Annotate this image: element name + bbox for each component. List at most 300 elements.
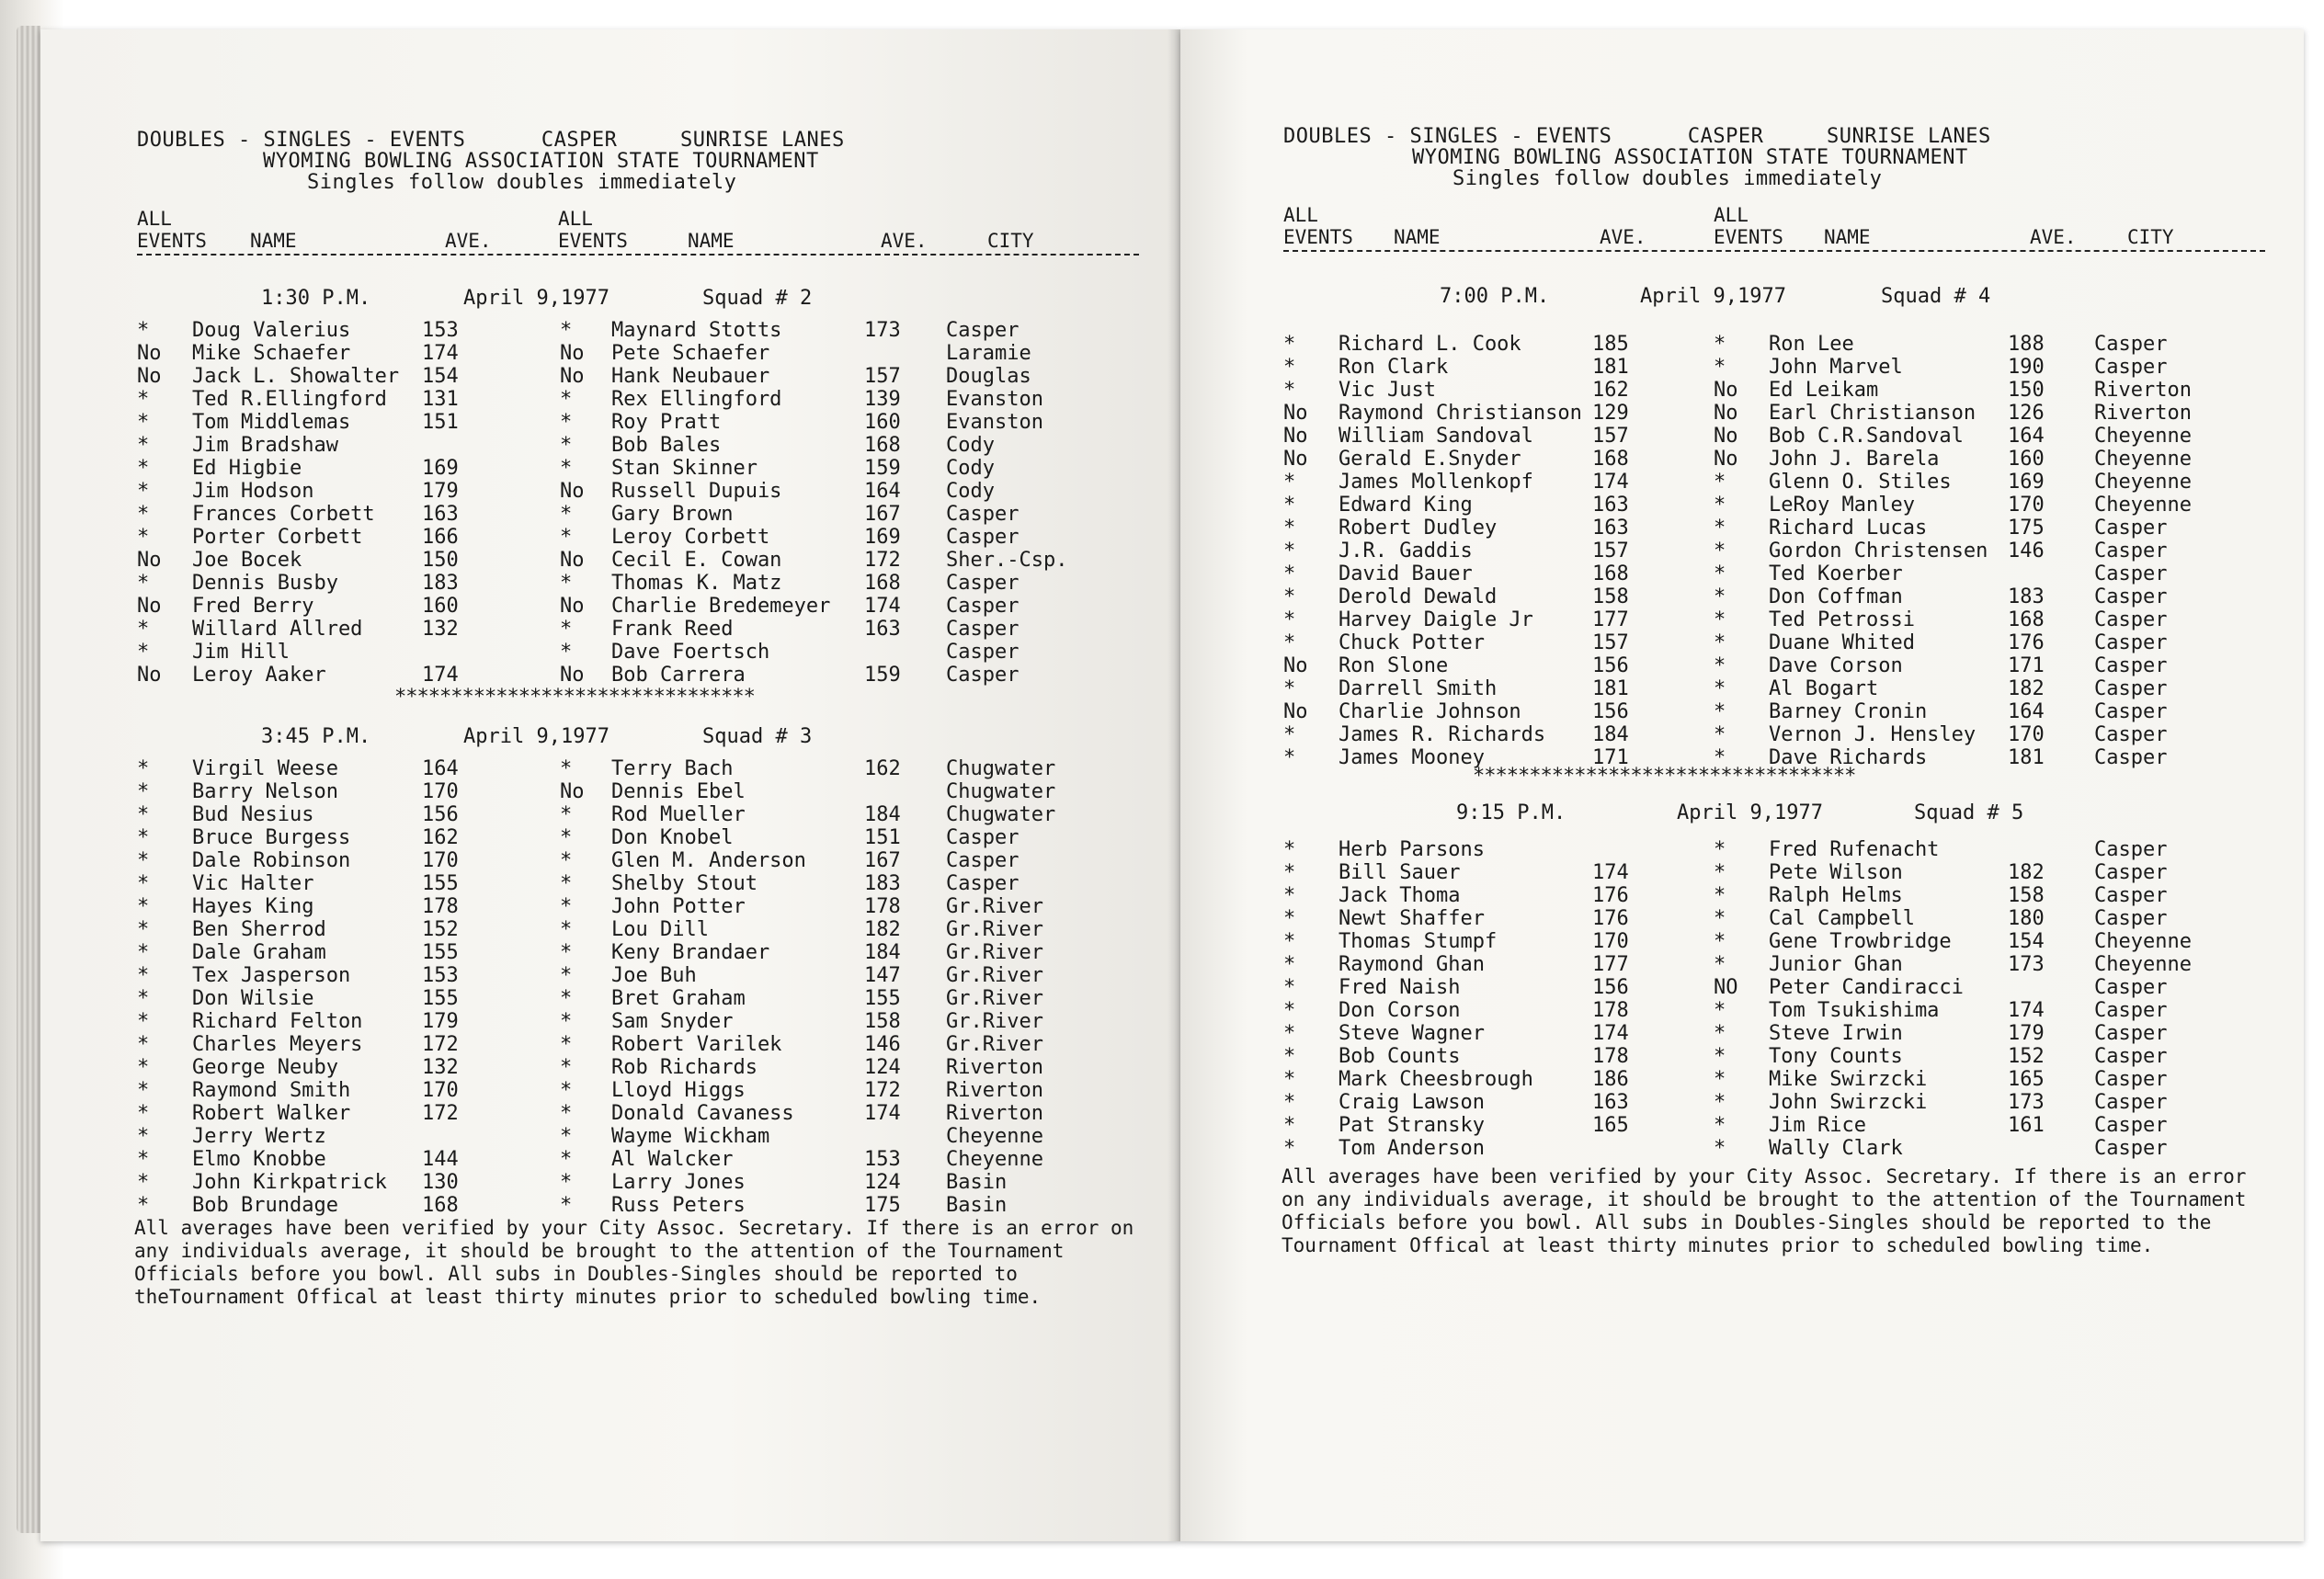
- average-2: 171: [2008, 654, 2045, 677]
- city: Casper: [2094, 838, 2168, 861]
- table-row: [1283, 1022, 2241, 1045]
- city: Casper: [2094, 1045, 2168, 1068]
- average: 185: [1592, 333, 1629, 356]
- events-mark-2: *: [560, 1102, 573, 1125]
- right-header-line-3: Singles follow doubles immediately: [1452, 167, 1883, 190]
- name-2: Ted Koerber: [1769, 562, 1903, 585]
- name-2: Charlie Bredemeyer: [611, 595, 831, 618]
- average-2: [2008, 1137, 2094, 1160]
- name-2: Leroy Corbett: [611, 526, 770, 549]
- city: Evanston: [946, 411, 1043, 434]
- left-page: [40, 29, 1180, 1541]
- city: Basin: [946, 1171, 1008, 1194]
- events-mark-2: *: [1714, 1137, 1726, 1160]
- name: Darrell Smith: [1339, 677, 1498, 700]
- name-2: Cal Campbell: [1769, 907, 1915, 930]
- name-2: Ralph Helms: [1769, 884, 1903, 907]
- name-2: LeRoy Manley: [1769, 494, 1915, 517]
- name-2: Don Coffman: [1769, 585, 1903, 608]
- city: Casper: [946, 664, 1020, 687]
- events-mark: *: [137, 1171, 150, 1194]
- average-2: 167: [864, 849, 901, 872]
- events-mark: *: [137, 319, 150, 342]
- table-row: [137, 641, 1139, 664]
- average-2: [2008, 976, 2094, 999]
- city: Douglas: [946, 365, 1031, 388]
- average: [422, 641, 560, 664]
- right-squad-5-table: [1283, 838, 2241, 1160]
- average-2: 184: [864, 941, 901, 964]
- city: Cody: [946, 480, 995, 503]
- name: Harvey Daigle Jr: [1339, 608, 1533, 631]
- average: 154: [422, 365, 459, 388]
- events-mark: *: [137, 1148, 150, 1171]
- average: 164: [422, 757, 459, 780]
- average: 165: [1592, 1114, 1629, 1137]
- name: Leroy Aaker: [192, 664, 326, 687]
- city: Gr.River: [946, 964, 1043, 987]
- city: Basin: [946, 1194, 1008, 1217]
- average: 163: [1592, 1091, 1629, 1114]
- name: Porter Corbett: [192, 526, 363, 549]
- average-2: [864, 641, 946, 664]
- table-row: [137, 618, 1139, 641]
- events-mark: No: [137, 664, 162, 687]
- name-2: Dave Richards: [1769, 746, 1928, 769]
- events-mark: *: [1283, 1137, 1296, 1160]
- table-row: [137, 1125, 1139, 1148]
- city: Riverton: [2094, 379, 2192, 402]
- average-2: 182: [2008, 861, 2045, 884]
- average: 155: [422, 872, 459, 895]
- name: David Bauer: [1339, 562, 1473, 585]
- table-row: [137, 941, 1139, 964]
- average: 170: [422, 1079, 459, 1102]
- city: Casper: [2094, 677, 2168, 700]
- average-2: 150: [2008, 379, 2045, 402]
- events-mark-2: *: [1714, 517, 1726, 540]
- table-row: [1283, 1114, 2241, 1137]
- left-header-line-3: Singles follow doubles immediately: [307, 171, 737, 194]
- events-mark-2: *: [560, 1079, 573, 1102]
- table-row: [1283, 448, 2241, 471]
- table-row: [137, 549, 1139, 572]
- events-mark-2: *: [1714, 1045, 1726, 1068]
- average: 171: [1592, 746, 1629, 769]
- table-row: [1283, 999, 2241, 1022]
- events-mark: *: [1283, 907, 1296, 930]
- name-2: Dave Foertsch: [611, 641, 770, 664]
- average-2: 146: [864, 1033, 901, 1056]
- average-2: [864, 780, 946, 803]
- name: Ed Higbie: [192, 457, 302, 480]
- left-header-rule: [137, 254, 1139, 256]
- table-row: [137, 1056, 1139, 1079]
- left-squad-3-date: April 9,1977: [463, 725, 609, 748]
- name: Charles Meyers: [192, 1033, 363, 1056]
- events-mark-2: *: [560, 826, 573, 849]
- table-row: [1283, 425, 2241, 448]
- city: Cheyenne: [946, 1148, 1043, 1171]
- events-mark-2: No: [560, 342, 585, 365]
- table-row: [137, 826, 1139, 849]
- average: 132: [422, 618, 459, 641]
- events-mark-2: No: [560, 780, 585, 803]
- table-row: [1283, 333, 2241, 356]
- events-mark: *: [1283, 333, 1296, 356]
- events-mark: No: [1283, 425, 1308, 448]
- events-mark-2: *: [560, 941, 573, 964]
- average-2: 174: [864, 1102, 901, 1125]
- events-mark-2: *: [1714, 723, 1726, 746]
- table-row: [137, 342, 1139, 365]
- average: 153: [422, 319, 459, 342]
- events-mark: *: [1283, 631, 1296, 654]
- city: Gr.River: [946, 1010, 1043, 1033]
- events-mark-2: *: [560, 572, 573, 595]
- average: 156: [1592, 976, 1629, 999]
- average: 150: [422, 549, 459, 572]
- events-mark-2: No: [560, 549, 585, 572]
- left-col-name: NAME: [250, 230, 297, 252]
- average-2: 180: [2008, 907, 2045, 930]
- events-mark: *: [137, 872, 150, 895]
- name: Richard L. Cook: [1339, 333, 1521, 356]
- average-2: 190: [2008, 356, 2045, 379]
- events-mark-2: *: [560, 1033, 573, 1056]
- name: Mike Schaefer: [192, 342, 351, 365]
- name-2: Larry Jones: [611, 1171, 746, 1194]
- name: Thomas Stumpf: [1339, 930, 1498, 953]
- name: Bill Sauer: [1339, 861, 1461, 884]
- average-2: 157: [864, 365, 901, 388]
- events-mark: *: [1283, 608, 1296, 631]
- average: 152: [422, 918, 459, 941]
- events-mark: *: [1283, 953, 1296, 976]
- page-edges: [17, 26, 40, 1533]
- name: Dale Robinson: [192, 849, 351, 872]
- events-mark-2: *: [560, 1056, 573, 1079]
- city: Casper: [2094, 631, 2168, 654]
- city: Cheyenne: [2094, 930, 2192, 953]
- average-2: 158: [864, 1010, 901, 1033]
- average: 174: [1592, 1022, 1629, 1045]
- name-2: Dave Corson: [1769, 654, 1903, 677]
- city: Casper: [2094, 884, 2168, 907]
- average-2: 155: [864, 987, 901, 1010]
- events-mark-2: *: [560, 503, 573, 526]
- table-row: [137, 964, 1139, 987]
- table-row: [1283, 471, 2241, 494]
- events-mark: *: [1283, 540, 1296, 562]
- table-row: [1283, 677, 2241, 700]
- city: Evanston: [946, 388, 1043, 411]
- left-squad-2-date: April 9,1977: [463, 287, 609, 310]
- name: Derold Dewald: [1339, 585, 1498, 608]
- events-mark: *: [137, 434, 150, 457]
- right-col-all-2: ALL: [1714, 204, 1749, 226]
- name: James Mollenkopf: [1339, 471, 1533, 494]
- city: Cody: [946, 434, 995, 457]
- average-2: 159: [864, 457, 901, 480]
- events-mark-2: *: [1714, 1091, 1726, 1114]
- name-2: Shelby Stout: [611, 872, 758, 895]
- name-2: Rob Richards: [611, 1056, 758, 1079]
- city: Cheyenne: [946, 1125, 1043, 1148]
- city: Casper: [2094, 1068, 2168, 1091]
- average: 131: [422, 388, 459, 411]
- events-mark-2: *: [1714, 746, 1726, 769]
- table-row: [137, 918, 1139, 941]
- table-row: [1283, 654, 2241, 677]
- name-2: Sam Snyder: [611, 1010, 734, 1033]
- events-mark-2: No: [560, 595, 585, 618]
- events-mark-2: *: [1714, 700, 1726, 723]
- name-2: Joe Buh: [611, 964, 697, 987]
- average: 174: [1592, 861, 1629, 884]
- events-mark-2: *: [1714, 471, 1726, 494]
- events-mark-2: *: [1714, 333, 1726, 356]
- city: Gr.River: [946, 918, 1043, 941]
- average: 168: [1592, 448, 1629, 471]
- average-2: 168: [864, 434, 901, 457]
- right-col-ave: AVE.: [1600, 226, 1646, 248]
- name-2: Donald Cavaness: [611, 1102, 794, 1125]
- city: Chugwater: [946, 780, 1056, 803]
- events-mark: *: [1283, 494, 1296, 517]
- events-mark-2: *: [560, 987, 573, 1010]
- average-2: 182: [864, 918, 901, 941]
- average-2: 174: [2008, 999, 2045, 1022]
- average: 172: [422, 1102, 459, 1125]
- city: Casper: [2094, 976, 2168, 999]
- events-mark-2: *: [1714, 356, 1726, 379]
- name-2: Stan Skinner: [611, 457, 758, 480]
- events-mark: *: [137, 641, 150, 664]
- name: Jack Thoma: [1339, 884, 1461, 907]
- city: Casper: [946, 826, 1020, 849]
- average-2: 152: [2008, 1045, 2045, 1068]
- city: Casper: [2094, 999, 2168, 1022]
- name-2: Bret Graham: [611, 987, 746, 1010]
- city: Casper: [2094, 333, 2168, 356]
- right-squad-5-label: Squad # 5: [1914, 801, 2024, 824]
- name-2: Glen M. Anderson: [611, 849, 806, 872]
- average-2: 124: [864, 1056, 901, 1079]
- right-col-all: ALL: [1283, 204, 1318, 226]
- average: 174: [1592, 471, 1629, 494]
- name: Dennis Busby: [192, 572, 338, 595]
- events-mark-2: *: [1714, 1068, 1726, 1091]
- city: Riverton: [2094, 402, 2192, 425]
- average-2: 167: [864, 503, 901, 526]
- events-mark: *: [137, 480, 150, 503]
- name-2: Frank Reed: [611, 618, 734, 641]
- name: Pat Stransky: [1339, 1114, 1485, 1137]
- table-row: [137, 1102, 1139, 1125]
- city: Cody: [946, 457, 995, 480]
- name: Craig Lawson: [1339, 1091, 1485, 1114]
- table-row: [1283, 494, 2241, 517]
- name: Tom Middlemas: [192, 411, 351, 434]
- average-2: 165: [2008, 1068, 2045, 1091]
- average: 157: [1592, 425, 1629, 448]
- table-row: [137, 1148, 1139, 1171]
- name: Bob Counts: [1339, 1045, 1461, 1068]
- table-row: [1283, 562, 2241, 585]
- name-2: Wayme Wickham: [611, 1125, 770, 1148]
- name-2: Ron Lee: [1769, 333, 1854, 356]
- average: 130: [422, 1171, 459, 1194]
- average: 178: [1592, 999, 1629, 1022]
- average-2: 164: [2008, 425, 2045, 448]
- average: 168: [422, 1194, 459, 1217]
- average: 179: [422, 480, 459, 503]
- average: 156: [1592, 700, 1629, 723]
- events-mark-2: *: [1714, 677, 1726, 700]
- events-mark: *: [1283, 1022, 1296, 1045]
- events-mark: *: [1283, 999, 1296, 1022]
- events-mark: *: [137, 526, 150, 549]
- average: 168: [1592, 562, 1629, 585]
- events-mark: *: [137, 1194, 150, 1217]
- name-2: Fred Rufenacht: [1769, 838, 1940, 861]
- city: Cheyenne: [2094, 425, 2192, 448]
- city: Casper: [2094, 1137, 2168, 1160]
- city: Casper: [2094, 540, 2168, 562]
- city: Gr.River: [946, 1033, 1043, 1056]
- name-2: Thomas K. Matz: [611, 572, 782, 595]
- name: Charlie Johnson: [1339, 700, 1521, 723]
- table-row: [137, 1171, 1139, 1194]
- events-mark-2: *: [1714, 540, 1726, 562]
- name: Vic Halter: [192, 872, 314, 895]
- events-mark: *: [137, 849, 150, 872]
- events-mark-2: *: [1714, 585, 1726, 608]
- average: [422, 434, 560, 457]
- name: Steve Wagner: [1339, 1022, 1485, 1045]
- average: 151: [422, 411, 459, 434]
- events-mark: *: [1283, 356, 1296, 379]
- events-mark-2: *: [1714, 1114, 1726, 1137]
- average: 178: [422, 895, 459, 918]
- average: 184: [1592, 723, 1629, 746]
- average-2: 183: [864, 872, 901, 895]
- average: 157: [1592, 540, 1629, 562]
- city: Chugwater: [946, 757, 1056, 780]
- city: Casper: [2094, 562, 2168, 585]
- right-col-name: NAME: [1394, 226, 1441, 248]
- name: Don Wilsie: [192, 987, 314, 1010]
- events-mark-2: *: [560, 849, 573, 872]
- table-row: [1283, 700, 2241, 723]
- events-mark-2: *: [1714, 907, 1726, 930]
- events-mark-2: *: [560, 434, 573, 457]
- events-mark: *: [1283, 861, 1296, 884]
- average-2: 147: [864, 964, 901, 987]
- average: 170: [1592, 930, 1629, 953]
- events-mark: *: [137, 1056, 150, 1079]
- name-2: Peter Candiracci: [1769, 976, 1964, 999]
- events-mark: *: [137, 1125, 150, 1148]
- events-mark-2: *: [560, 526, 573, 549]
- average: 172: [422, 1033, 459, 1056]
- table-row: [1283, 608, 2241, 631]
- left-header-line-1: DOUBLES - SINGLES - EVENTS CASPER SUNRISE LANES: [137, 129, 845, 152]
- average: 186: [1592, 1068, 1629, 1091]
- left-col-city: CITY: [987, 230, 1034, 252]
- name-2: Rex Ellingford: [611, 388, 782, 411]
- name-2: Junior Ghan: [1769, 953, 1903, 976]
- events-mark: *: [1283, 1114, 1296, 1137]
- average: 176: [1592, 907, 1629, 930]
- events-mark: No: [1283, 448, 1308, 471]
- left-squad-2-table: [137, 319, 1139, 687]
- events-mark: No: [137, 549, 162, 572]
- average: 170: [422, 780, 459, 803]
- average-2: 168: [864, 572, 901, 595]
- city: Gr.River: [946, 895, 1043, 918]
- average-2: 176: [2008, 631, 2045, 654]
- average: 157: [1592, 631, 1629, 654]
- average: 178: [1592, 1045, 1629, 1068]
- right-squad-4-label: Squad # 4: [1881, 285, 1991, 308]
- table-row: [1283, 356, 2241, 379]
- average-2: 139: [864, 388, 901, 411]
- average: 179: [422, 1010, 459, 1033]
- events-mark: *: [1283, 930, 1296, 953]
- average-2: [864, 1125, 946, 1148]
- average: 156: [1592, 654, 1629, 677]
- city: Gr.River: [946, 941, 1043, 964]
- events-mark: *: [137, 826, 150, 849]
- left-squad-3-label: Squad # 3: [702, 725, 813, 748]
- name-2: Ed Leikam: [1769, 379, 1879, 402]
- average: 153: [422, 964, 459, 987]
- average: 181: [1592, 677, 1629, 700]
- name: Vic Just: [1339, 379, 1436, 402]
- name: Elmo Knobbe: [192, 1148, 326, 1171]
- table-row: [1283, 884, 2241, 907]
- city: Laramie: [946, 342, 1031, 365]
- table-row: [137, 664, 1139, 687]
- average: [422, 1125, 560, 1148]
- name-2: Don Knobel: [611, 826, 734, 849]
- average: 174: [422, 664, 459, 687]
- events-mark-2: No: [560, 365, 585, 388]
- table-row: [1283, 723, 2241, 746]
- name: Gerald E.Snyder: [1339, 448, 1521, 471]
- city: Casper: [946, 849, 1020, 872]
- average-2: 158: [2008, 884, 2045, 907]
- right-squad-5-time: 9:15 P.M.: [1456, 801, 1566, 824]
- city: Casper: [2094, 723, 2168, 746]
- average-2: [2008, 562, 2094, 585]
- average-2: 184: [864, 803, 901, 826]
- average-2: 182: [2008, 677, 2045, 700]
- name: Herb Parsons: [1339, 838, 1485, 861]
- name-2: Dennis Ebel: [611, 780, 746, 803]
- table-row: [1283, 1137, 2241, 1160]
- left-col-ave-2: AVE.: [881, 230, 928, 252]
- average: 158: [1592, 585, 1629, 608]
- left-col-name-2: NAME: [688, 230, 735, 252]
- city: Casper: [2094, 746, 2168, 769]
- average: 163: [1592, 494, 1629, 517]
- events-mark: *: [137, 964, 150, 987]
- table-row: [137, 457, 1139, 480]
- events-mark-2: *: [560, 1171, 573, 1194]
